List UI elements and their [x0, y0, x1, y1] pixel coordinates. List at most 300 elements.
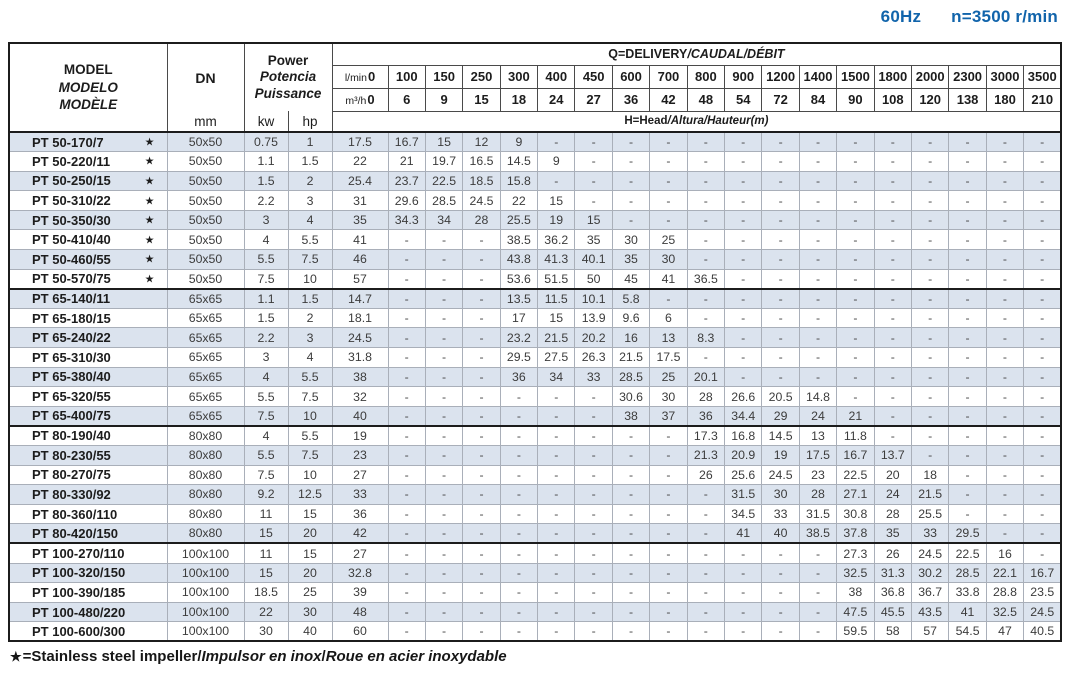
head-value-cell: -: [762, 191, 799, 211]
head-value-cell: 21: [388, 152, 425, 172]
head-value-cell: -: [612, 191, 649, 211]
head-value-cell: -: [949, 446, 986, 466]
head-value-cell: 35: [332, 210, 388, 230]
head-value-cell: 20.2: [575, 328, 612, 348]
head-value-cell: -: [650, 171, 687, 191]
head-value-cell: -: [986, 191, 1023, 211]
head-value-cell: -: [986, 387, 1023, 407]
head-value-cell: -: [986, 269, 1023, 289]
head-value-cell: 31.8: [332, 348, 388, 368]
head-value-cell: 27.1: [837, 485, 874, 505]
head-value-cell: -: [650, 485, 687, 505]
dn-cell: 65x65: [167, 387, 244, 407]
pump-row: [9, 426, 1061, 446]
head-value-cell: 40: [762, 524, 799, 544]
head-value-cell: -: [538, 543, 575, 563]
head-value-cell: 24.5: [911, 543, 948, 563]
head-value-cell: 25.6: [725, 465, 762, 485]
head-value-cell: -: [500, 426, 537, 446]
head-value-cell: -: [575, 132, 612, 152]
stainless-star-icon: ★: [144, 175, 155, 188]
head-value-cell: 21.5: [911, 485, 948, 505]
head-value-cell: 37.8: [837, 524, 874, 544]
head-value-cell: -: [949, 210, 986, 230]
flow-value-header: 600: [612, 65, 649, 88]
head-value-cell: 23: [332, 446, 388, 466]
head-value-cell: -: [612, 465, 649, 485]
head-value-cell: -: [388, 387, 425, 407]
head-value-cell: 30: [762, 485, 799, 505]
model-name: PT 50-310/22: [32, 193, 111, 209]
head-value-cell: 24.5: [463, 191, 500, 211]
head-value-cell: -: [687, 210, 724, 230]
head-value-cell: -: [1024, 210, 1062, 230]
head-value-cell: -: [949, 250, 986, 270]
head-value-cell: 34.3: [388, 210, 425, 230]
head-value-cell: -: [650, 446, 687, 466]
model-cell: [9, 563, 167, 583]
kw-cell: 7.5: [244, 406, 288, 426]
dn-cell: 100x100: [167, 622, 244, 642]
head-value-cell: -: [874, 250, 911, 270]
head-value-cell: -: [388, 524, 425, 544]
dn-unit-header: mm: [167, 111, 244, 132]
head-value-cell: 30: [650, 387, 687, 407]
head-value-cell: 17.5: [799, 446, 836, 466]
head-value-cell: 38: [332, 367, 388, 387]
head-value-cell: -: [725, 328, 762, 348]
dn-cell: 100x100: [167, 543, 244, 563]
hp-cell: 15: [288, 504, 332, 524]
head-value-cell: 25: [650, 230, 687, 250]
model-cell: [9, 250, 167, 270]
head-value-cell: 36.7: [911, 583, 948, 603]
head-value-cell: 34: [425, 210, 462, 230]
head-value-cell: 28.5: [425, 191, 462, 211]
head-value-cell: 36: [500, 367, 537, 387]
head-value-cell: -: [687, 152, 724, 172]
head-value-cell: -: [612, 602, 649, 622]
head-value-cell: -: [500, 504, 537, 524]
head-value-cell: 17.3: [687, 426, 724, 446]
flow-value-header: 120: [911, 88, 948, 111]
head-value-cell: -: [538, 387, 575, 407]
pump-row: [9, 269, 1061, 289]
head-value-cell: 28: [799, 485, 836, 505]
flow-value-header: 48: [687, 88, 724, 111]
head-value-cell: -: [425, 387, 462, 407]
head-value-cell: 38: [612, 406, 649, 426]
model-cell: [9, 465, 167, 485]
head-value-cell: 34.4: [725, 406, 762, 426]
head-value-cell: -: [463, 406, 500, 426]
head-value-cell: -: [762, 210, 799, 230]
dn-column-header: DN: [167, 43, 244, 111]
model-name: PT 100-320/150: [32, 565, 126, 581]
head-value-cell: 54.5: [949, 622, 986, 642]
head-value-cell: -: [874, 348, 911, 368]
head-value-cell: 18.1: [332, 308, 388, 328]
head-value-cell: -: [762, 152, 799, 172]
head-value-cell: -: [949, 367, 986, 387]
pump-row: [9, 446, 1061, 466]
head-value-cell: -: [425, 583, 462, 603]
hp-cell: 7.5: [288, 446, 332, 466]
model-cell: [9, 269, 167, 289]
head-value-cell: -: [388, 426, 425, 446]
head-value-cell: -: [986, 132, 1023, 152]
head-value-cell: 30.8: [837, 504, 874, 524]
head-value-cell: 14.8: [799, 387, 836, 407]
head-value-cell: -: [1024, 250, 1062, 270]
head-value-cell: -: [1024, 191, 1062, 211]
head-value-cell: -: [687, 504, 724, 524]
head-value-cell: -: [986, 328, 1023, 348]
head-value-cell: -: [762, 348, 799, 368]
power-header-line: Power: [267, 52, 309, 68]
model-cell: [9, 348, 167, 368]
head-value-cell: 26: [874, 543, 911, 563]
stainless-star-icon: ★: [144, 136, 155, 149]
flow-value-header: 900: [725, 65, 762, 88]
flow-value-header: 27: [575, 88, 612, 111]
kw-cell: 18.5: [244, 583, 288, 603]
head-value-cell: -: [799, 210, 836, 230]
head-value-cell: -: [463, 622, 500, 642]
flow-value-header: 72: [762, 88, 799, 111]
model-header-line: MODEL: [63, 62, 113, 78]
head-value-cell: 27: [332, 465, 388, 485]
head-value-cell: -: [799, 543, 836, 563]
model-header-line: MODELO: [58, 79, 118, 95]
dn-cell: 80x80: [167, 465, 244, 485]
head-value-cell: -: [874, 387, 911, 407]
head-value-cell: -: [500, 387, 537, 407]
head-value-cell: -: [425, 465, 462, 485]
model-cell: [9, 230, 167, 250]
head-value-cell: -: [911, 132, 948, 152]
flow-value-header: 42: [650, 88, 687, 111]
head-value-cell: -: [725, 191, 762, 211]
dn-cell: 65x65: [167, 328, 244, 348]
head-value-cell: 22.5: [949, 543, 986, 563]
head-value-cell: -: [725, 622, 762, 642]
head-value-cell: 48: [332, 602, 388, 622]
head-value-cell: -: [986, 230, 1023, 250]
model-cell: [9, 504, 167, 524]
model-name: PT 50-410/40: [32, 232, 111, 248]
head-value-cell: -: [612, 543, 649, 563]
head-value-cell: -: [911, 446, 948, 466]
head-value-cell: -: [575, 426, 612, 446]
hp-cell: 25: [288, 583, 332, 603]
head-value-cell: -: [874, 367, 911, 387]
model-cell: [9, 524, 167, 544]
head-value-cell: -: [762, 250, 799, 270]
head-value-cell: 27.3: [837, 543, 874, 563]
flow-value-header: 3000: [986, 65, 1023, 88]
head-value-cell: -: [388, 367, 425, 387]
head-value-cell: -: [1024, 308, 1062, 328]
head-value-cell: 9: [500, 132, 537, 152]
head-value-cell: 59.5: [837, 622, 874, 642]
head-value-cell: 41: [332, 230, 388, 250]
kw-cell: 15: [244, 563, 288, 583]
head-value-cell: 23.7: [388, 171, 425, 191]
head-value-cell: -: [949, 387, 986, 407]
head-value-cell: -: [799, 132, 836, 152]
model-name: PT 50-460/55: [32, 251, 111, 267]
model-cell: [9, 583, 167, 603]
head-value-cell: -: [911, 250, 948, 270]
head-value-cell: -: [949, 308, 986, 328]
model-name: PT 65-140/11: [32, 291, 111, 307]
head-value-cell: 36.8: [874, 583, 911, 603]
power-column-header: [244, 43, 332, 111]
dn-cell: 100x100: [167, 583, 244, 603]
head-value-cell: -: [762, 230, 799, 250]
head-value-cell: 39: [332, 583, 388, 603]
head-value-cell: -: [911, 210, 948, 230]
flow-value-header: 6: [388, 88, 425, 111]
head-value-cell: 32.8: [332, 563, 388, 583]
dn-cell: 65x65: [167, 406, 244, 426]
head-value-cell: -: [687, 348, 724, 368]
head-value-cell: -: [874, 289, 911, 309]
head-value-cell: -: [463, 367, 500, 387]
flow-value-header: 1800: [874, 65, 911, 88]
head-value-cell: -: [799, 171, 836, 191]
head-value-cell: -: [837, 348, 874, 368]
head-value-cell: 11.5: [538, 289, 575, 309]
kw-cell: 7.5: [244, 465, 288, 485]
pump-row: [9, 152, 1061, 172]
head-value-cell: 28: [687, 387, 724, 407]
head-value-cell: -: [463, 485, 500, 505]
head-value-cell: -: [650, 132, 687, 152]
model-name: PT 65-240/22: [32, 330, 111, 346]
head-value-cell: -: [538, 622, 575, 642]
head-value-cell: -: [538, 583, 575, 603]
head-value-cell: -: [725, 250, 762, 270]
head-value-cell: -: [388, 622, 425, 642]
head-value-cell: 32.5: [837, 563, 874, 583]
head-value-cell: 28.5: [949, 563, 986, 583]
head-value-cell: -: [463, 543, 500, 563]
head-value-cell: -: [986, 446, 1023, 466]
head-value-cell: -: [687, 250, 724, 270]
stainless-star-icon: ★: [144, 195, 155, 208]
head-value-cell: 42: [332, 524, 388, 544]
head-value-cell: -: [799, 563, 836, 583]
model-cell: [9, 387, 167, 407]
head-value-cell: 18.5: [463, 171, 500, 191]
head-value-cell: -: [687, 583, 724, 603]
head-value-cell: 6: [650, 308, 687, 328]
dn-cell: 80x80: [167, 446, 244, 466]
head-value-cell: 24.5: [332, 328, 388, 348]
head-value-cell: 30.2: [911, 563, 948, 583]
dn-cell: 50x50: [167, 230, 244, 250]
head-value-cell: -: [837, 387, 874, 407]
head-value-cell: -: [687, 191, 724, 211]
head-value-cell: 21: [837, 406, 874, 426]
head-value-cell: 28: [463, 210, 500, 230]
head-value-cell: -: [911, 152, 948, 172]
head-value-cell: -: [725, 543, 762, 563]
model-cell: [9, 171, 167, 191]
kw-cell: 7.5: [244, 269, 288, 289]
model-name: PT 100-390/185: [32, 584, 126, 600]
head-value-cell: -: [500, 602, 537, 622]
head-value-cell: 16.7: [1024, 563, 1062, 583]
head-value-cell: 14.7: [332, 289, 388, 309]
model-cell: [9, 367, 167, 387]
head-value-cell: 45: [612, 269, 649, 289]
head-value-cell: -: [911, 191, 948, 211]
head-value-cell: -: [1024, 524, 1062, 544]
head-value-cell: -: [612, 524, 649, 544]
head-value-cell: -: [463, 328, 500, 348]
pump-row: [9, 348, 1061, 368]
head-value-cell: -: [650, 602, 687, 622]
model-cell: [9, 289, 167, 309]
stainless-star-icon: ★: [144, 273, 155, 286]
flow-value-header: 90: [837, 88, 874, 111]
head-value-cell: -: [425, 622, 462, 642]
head-value-cell: 47: [986, 622, 1023, 642]
head-value-cell: 30: [612, 230, 649, 250]
model-name: PT 80-420/150: [32, 525, 119, 541]
head-value-cell: -: [388, 485, 425, 505]
flow-value-header: 450: [575, 65, 612, 88]
head-value-cell: 28.5: [612, 367, 649, 387]
head-value-cell: -: [575, 504, 612, 524]
head-value-cell: 19: [332, 426, 388, 446]
head-value-cell: -: [650, 465, 687, 485]
head-value-cell: -: [949, 348, 986, 368]
head-value-cell: -: [911, 426, 948, 446]
head-value-cell: -: [687, 485, 724, 505]
footnote-english: =Stainless steel impeller/: [22, 648, 202, 665]
pump-row: [9, 504, 1061, 524]
flow-value-header: 180: [986, 88, 1023, 111]
head-value-cell: 60: [332, 622, 388, 642]
flow-value-header: 1200: [762, 65, 799, 88]
kw-cell: 1.1: [244, 152, 288, 172]
head-value-cell: -: [575, 191, 612, 211]
head-value-cell: -: [500, 465, 537, 485]
head-value-cell: 37: [650, 406, 687, 426]
head-value-cell: 24: [799, 406, 836, 426]
head-value-cell: 15: [425, 132, 462, 152]
hp-cell: 5.5: [288, 426, 332, 446]
operating-specs: [881, 7, 1058, 27]
head-value-cell: 17.5: [332, 132, 388, 152]
head-value-cell: -: [463, 602, 500, 622]
model-name: PT 50-350/30: [32, 212, 111, 228]
footnote-spanish: Impulsor en inox: [201, 648, 322, 665]
head-value-cell: -: [799, 328, 836, 348]
head-value-cell: -: [650, 563, 687, 583]
head-value-cell: 11.8: [837, 426, 874, 446]
head-value-cell: 30.6: [612, 387, 649, 407]
flow-value-header: 1400: [799, 65, 836, 88]
hp-cell: 7.5: [288, 250, 332, 270]
head-value-cell: -: [949, 132, 986, 152]
head-value-cell: -: [575, 171, 612, 191]
head-value-cell: 17.5: [650, 348, 687, 368]
head-value-cell: 43.8: [500, 250, 537, 270]
hp-cell: 12.5: [288, 485, 332, 505]
pump-row: [9, 171, 1061, 191]
head-value-cell: -: [799, 308, 836, 328]
head-value-cell: -: [463, 230, 500, 250]
head-value-cell: 26.3: [575, 348, 612, 368]
dn-cell: 50x50: [167, 171, 244, 191]
hp-unit-header: hp: [288, 111, 332, 132]
head-value-cell: 41.3: [538, 250, 575, 270]
model-cell: [9, 446, 167, 466]
head-value-cell: 16: [612, 328, 649, 348]
dn-cell: 50x50: [167, 250, 244, 270]
head-value-cell: -: [874, 426, 911, 446]
head-value-cell: -: [874, 269, 911, 289]
head-value-cell: -: [612, 485, 649, 505]
head-value-cell: 24: [874, 485, 911, 505]
flow-value-header: 300: [500, 65, 537, 88]
head-value-cell: 8.3: [687, 328, 724, 348]
flow-value-header: 210: [1024, 88, 1062, 111]
kw-cell: 2.2: [244, 191, 288, 211]
head-value-cell: -: [388, 602, 425, 622]
stainless-star-icon: ★: [144, 253, 155, 266]
head-value-cell: -: [425, 504, 462, 524]
model-name: PT 65-380/40: [32, 369, 111, 385]
head-value-cell: 29.5: [949, 524, 986, 544]
head-value-cell: -: [725, 367, 762, 387]
head-value-cell: -: [463, 269, 500, 289]
head-value-cell: 5.8: [612, 289, 649, 309]
head-value-cell: -: [463, 446, 500, 466]
dn-cell: 80x80: [167, 485, 244, 505]
dn-cell: 50x50: [167, 269, 244, 289]
head-value-cell: -: [799, 250, 836, 270]
head-value-cell: -: [425, 406, 462, 426]
head-value-cell: 30: [650, 250, 687, 270]
hp-cell: 3: [288, 191, 332, 211]
head-value-cell: 34.5: [725, 504, 762, 524]
head-value-cell: -: [1024, 348, 1062, 368]
head-value-cell: 40.5: [1024, 622, 1062, 642]
head-value-cell: -: [687, 563, 724, 583]
head-value-cell: 38.5: [799, 524, 836, 544]
head-value-cell: -: [949, 406, 986, 426]
head-value-cell: -: [725, 289, 762, 309]
head-value-cell: -: [650, 210, 687, 230]
head-value-cell: 14.5: [762, 426, 799, 446]
pump-row: [9, 210, 1061, 230]
head-value-cell: -: [837, 269, 874, 289]
head-value-cell: -: [1024, 485, 1062, 505]
head-value-cell: -: [799, 367, 836, 387]
head-value-cell: 15: [538, 191, 575, 211]
head-value-cell: -: [463, 504, 500, 524]
hp-cell: 4: [288, 348, 332, 368]
head-value-cell: -: [837, 328, 874, 348]
head-value-cell: -: [1024, 426, 1062, 446]
head-value-cell: 20.5: [762, 387, 799, 407]
